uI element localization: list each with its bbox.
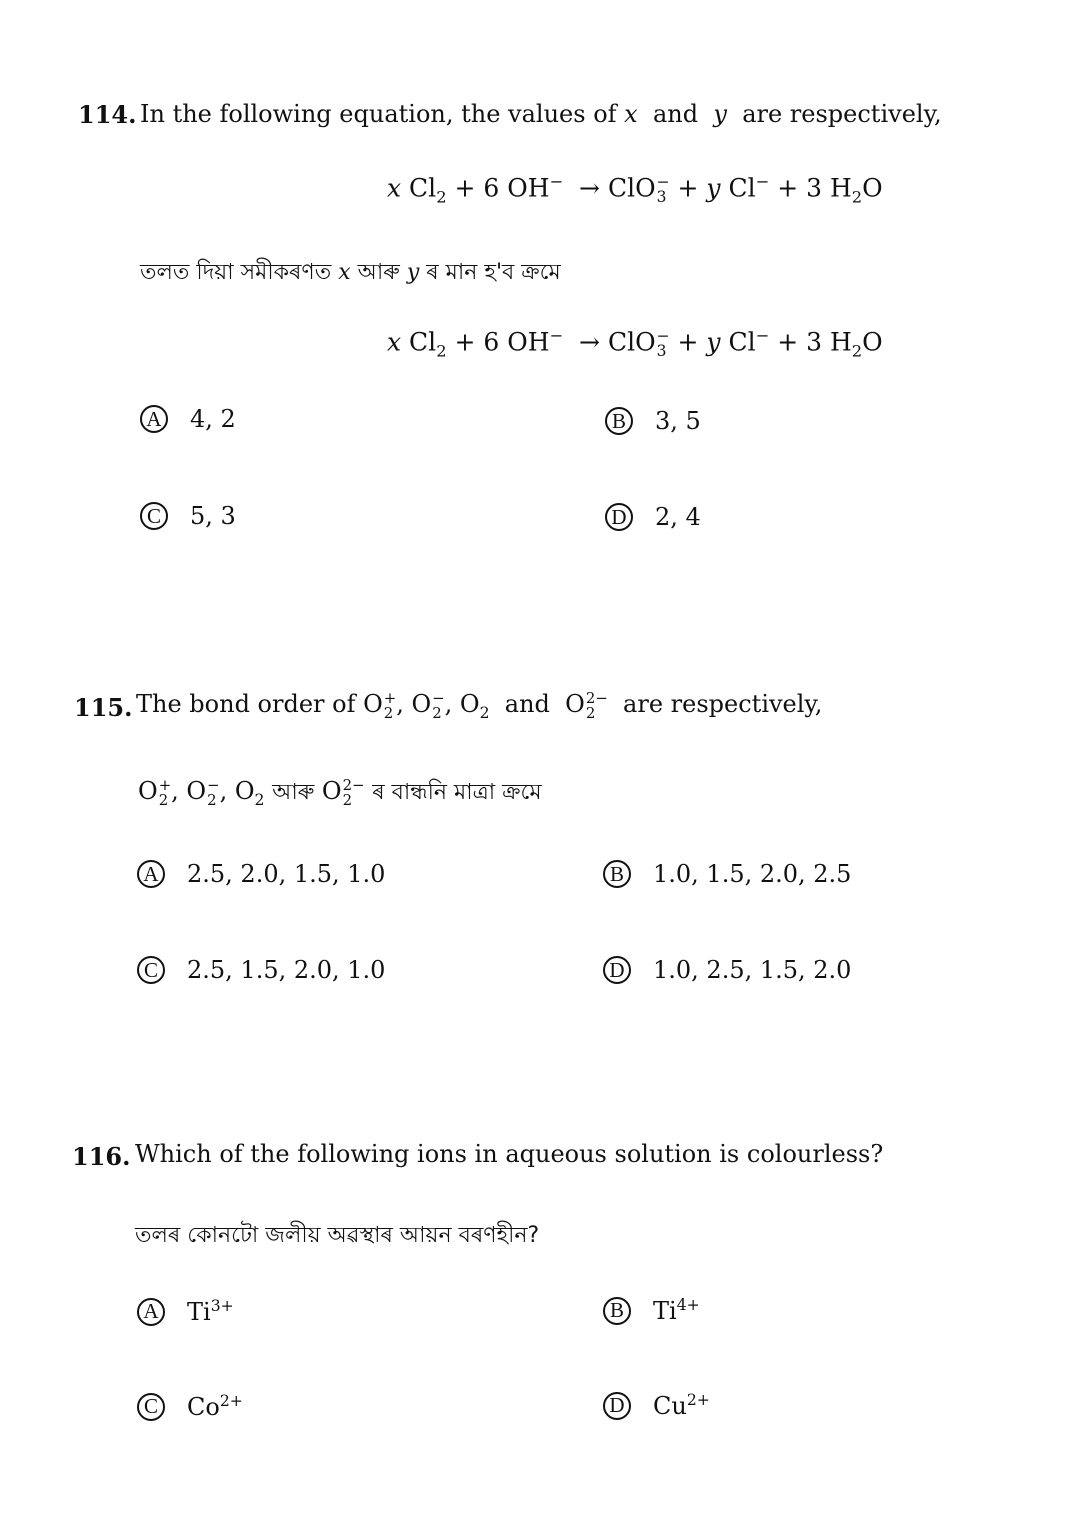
option-b-marker[interactable]: B <box>605 407 633 435</box>
ion-charge: 2+ <box>686 1391 710 1409</box>
q115-option-c[interactable] <box>137 956 385 984</box>
option-a-value: 2.5, 2.0, 1.5, 1.0 <box>187 860 386 888</box>
q115-text-en: The bond order of O + 2 , O − 2 , $O_2$ and O 2− 2 are respectively, <box>136 689 823 722</box>
ion-charge: 3+ <box>210 1297 234 1315</box>
option-d-marker[interactable]: D <box>603 956 631 984</box>
option-c-value: 5, 3 <box>190 502 236 530</box>
option-b-value: 3, 5 <box>655 407 701 435</box>
option-a-marker[interactable]: A <box>137 1298 165 1326</box>
option-c-marker[interactable]: C <box>137 1393 165 1421</box>
q114-option-b[interactable] <box>605 407 701 435</box>
q115-option-d[interactable] <box>603 956 851 984</box>
q116-option-a[interactable] <box>137 1297 234 1326</box>
q115-option-b[interactable] <box>603 860 851 888</box>
option-c-value: 2.5, 1.5, 2.0, 1.0 <box>187 956 386 984</box>
option-d-value: 1.0, 2.5, 1.5, 2.0 <box>653 956 852 984</box>
ion-symbol: Cu <box>653 1392 687 1420</box>
ion-symbol: Ti <box>187 1298 211 1326</box>
ion-charge: 2+ <box>219 1392 243 1410</box>
option-b-value <box>653 1296 700 1325</box>
q114-text-as: তলত দিয়া সমীকৰণত x আৰু y ৰ মান হ'ব ক্ৰমে <box>140 260 561 285</box>
option-d-value: 2, 4 <box>655 503 701 531</box>
ion-symbol: Co <box>187 1393 220 1421</box>
option-a-value <box>187 1297 234 1326</box>
q114-text-en: In the following equation, the values of x and y are respectively, <box>140 100 942 128</box>
q116-text-as: তলৰ কোনটো জলীয় অৱস্থাৰ আয়ন বৰণহীন? <box>135 1223 540 1248</box>
option-c-value <box>187 1392 243 1421</box>
option-b-marker[interactable]: B <box>603 1297 631 1325</box>
q116-option-d[interactable] <box>603 1391 710 1420</box>
option-a-marker[interactable]: A <box>137 860 165 888</box>
q116-option-c[interactable] <box>137 1392 243 1421</box>
ion-charge: 4+ <box>676 1296 700 1314</box>
q116-text-en: Which of the following ions in aqueous solution is colourless? <box>135 1140 884 1168</box>
option-b-marker[interactable]: B <box>603 860 631 888</box>
q114-number: 114. <box>78 100 137 129</box>
q114-equation-en: x $Cl_2 + 6$ OH− → ClO − 3 + y Cl− + 3 $H_2O$ <box>387 172 883 207</box>
option-c-marker[interactable]: C <box>140 502 168 530</box>
option-d-marker[interactable]: D <box>603 1392 631 1420</box>
q115-option-a[interactable] <box>137 860 385 888</box>
option-a-marker[interactable]: A <box>140 405 168 433</box>
option-d-marker[interactable]: D <box>605 503 633 531</box>
q115-number: 115. <box>74 693 133 722</box>
q116-option-b[interactable] <box>603 1296 700 1325</box>
option-c-marker[interactable]: C <box>137 956 165 984</box>
q114-option-a[interactable] <box>140 405 236 433</box>
q115-conj-as: আৰু <box>272 780 315 805</box>
ion-symbol: Ti <box>653 1297 677 1325</box>
option-b-value: 1.0, 1.5, 2.0, 2.5 <box>653 860 852 888</box>
q115-text-as-tail: ৰ বান্ধনি মাত্ৰা ক্ৰমে <box>372 780 542 805</box>
q115-text-as: O + 2 , O − 2 , $O_2$ আৰু O 2− 2 ৰ বান্ধনি মাত্ৰা ক্ৰমে <box>138 776 542 809</box>
q114-equation-as: x $Cl_2 + 6$ OH− → ClO − 3 + y Cl− + 3 $H_2O$ <box>387 326 883 361</box>
option-a-value: 4, 2 <box>190 405 236 433</box>
option-d-value <box>653 1391 710 1420</box>
q116-number: 116. <box>72 1142 131 1171</box>
q114-option-c[interactable] <box>140 502 236 530</box>
q114-option-d[interactable] <box>605 503 701 531</box>
